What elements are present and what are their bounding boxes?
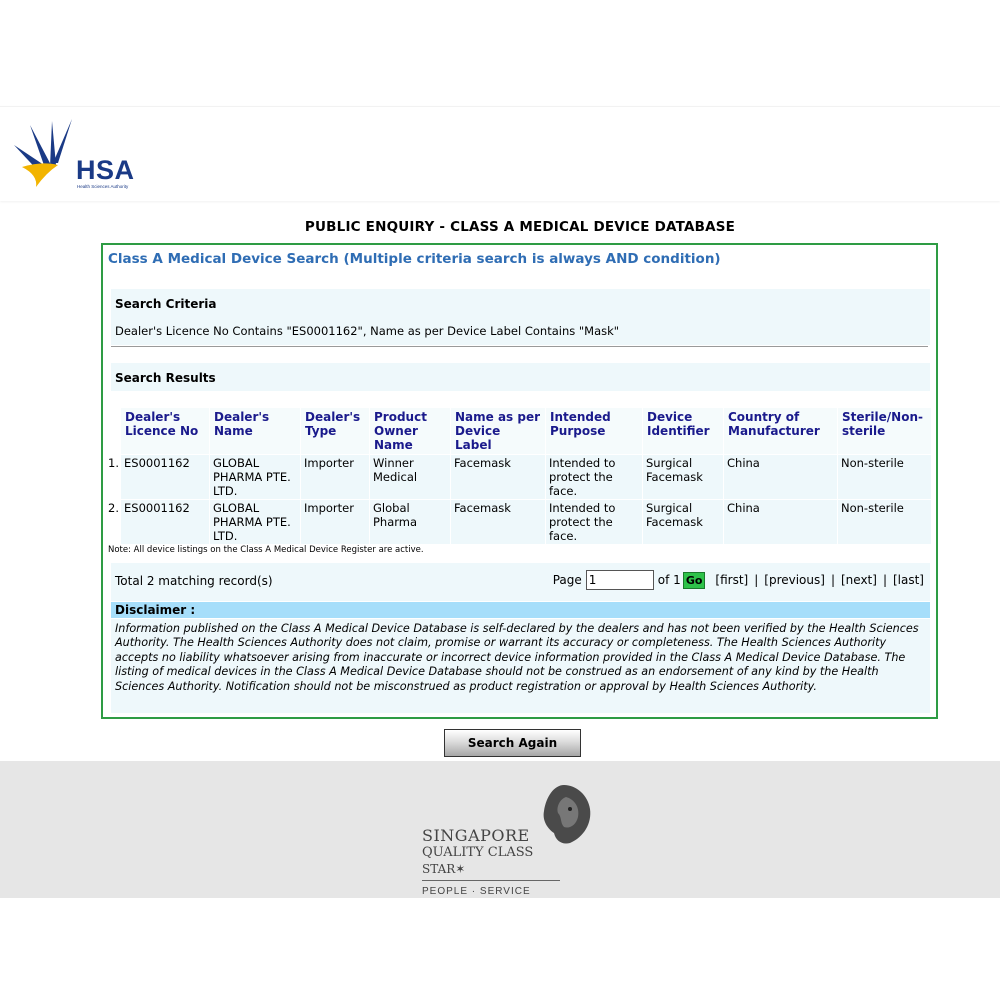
table-cell: ES0001162 <box>121 500 209 544</box>
column-header: Intended Purpose <box>546 408 642 454</box>
column-header: Sterile/Non-sterile <box>838 408 931 454</box>
separator: | <box>830 573 835 587</box>
table-cell: Importer <box>301 455 369 499</box>
page-title: PUBLIC ENQUIRY - CLASS A MEDICAL DEVICE DATABASE <box>304 219 736 235</box>
first-page-link[interactable]: [first] <box>715 573 749 587</box>
search-results-label: Search Results <box>115 371 216 385</box>
total-records: Total 2 matching record(s) <box>115 574 273 588</box>
hsa-swoosh-icon <box>12 117 82 193</box>
table-cell: Facemask <box>451 455 545 499</box>
table-cell: Facemask <box>451 500 545 544</box>
table-row[interactable] <box>108 455 931 499</box>
row-number-header <box>108 408 120 454</box>
table-cell: Surgical Facemask <box>643 500 723 544</box>
sqc-line-1: SINGAPORE <box>422 826 530 845</box>
hsa-logo-text: HSA <box>76 155 135 185</box>
previous-page-link[interactable]: [previous] <box>764 573 825 587</box>
table-cell: Global Pharma <box>370 500 450 544</box>
column-header: Device Identifier <box>643 408 723 454</box>
site-header <box>0 106 1000 201</box>
row-number: 1. <box>108 455 120 499</box>
column-header: Dealer's Type <box>301 408 369 454</box>
table-cell: China <box>724 455 837 499</box>
last-page-link[interactable]: [last] <box>892 573 924 587</box>
table-cell: GLOBAL PHARMA PTE. LTD. <box>210 455 300 499</box>
table-cell: ES0001162 <box>121 455 209 499</box>
search-results-header <box>111 363 930 391</box>
go-button[interactable]: Go <box>683 572 706 589</box>
table-cell: Intended to protect the face. <box>546 500 642 544</box>
disclaimer-section <box>111 619 930 713</box>
table-cell: Surgical Facemask <box>643 455 723 499</box>
table-cell: Non-sterile <box>838 500 931 544</box>
table-header-row <box>108 408 931 454</box>
sqc-divider <box>422 880 560 881</box>
disclaimer-heading: Disclaimer : <box>111 602 930 618</box>
page-of-text: of 1 <box>657 573 681 587</box>
page-number-input[interactable] <box>586 570 654 590</box>
column-header: Product Owner Name <box>370 408 450 454</box>
search-criteria-label: Search Criteria <box>115 297 217 311</box>
table-cell: Intended to protect the face. <box>546 455 642 499</box>
sqc-line-3: STAR✶ <box>422 862 466 876</box>
separator: | <box>882 573 887 587</box>
table-row[interactable] <box>108 500 931 544</box>
search-again-button[interactable]: Search Again <box>444 729 581 757</box>
panel-title: Class A Medical Device Search (Multiple criteria search is always AND condition) <box>108 251 721 267</box>
sqc-line-2: QUALITY CLASS <box>422 845 534 860</box>
hsa-logo-subtitle: Health Sciences Authority <box>77 184 129 189</box>
divider <box>111 346 928 347</box>
separator: | <box>754 573 759 587</box>
site-footer <box>0 761 1000 898</box>
column-header: Name as per Device Label <box>451 408 545 454</box>
search-criteria-section <box>111 289 930 345</box>
column-header: Country of Manufacturer <box>724 408 837 454</box>
table-cell: Winner Medical <box>370 455 450 499</box>
search-results-panel <box>101 243 938 719</box>
table-cell: GLOBAL PHARMA PTE. LTD. <box>210 500 300 544</box>
column-header: Dealer's Name <box>210 408 300 454</box>
sqc-line-4: PEOPLE · SERVICE <box>422 886 531 897</box>
results-table <box>107 407 932 545</box>
table-cell: China <box>724 500 837 544</box>
row-number: 2. <box>108 500 120 544</box>
table-cell: Importer <box>301 500 369 544</box>
search-criteria-text: Dealer's Licence No Contains "ES0001162", Name as per Device Label Contains "Mask" <box>115 324 620 338</box>
listing-note: Note: All device listings on the Class A Medical Device Register are active. <box>108 545 424 555</box>
lion-head-icon <box>536 783 592 847</box>
table-cell: Non-sterile <box>838 455 931 499</box>
next-page-link[interactable]: [next] <box>840 573 877 587</box>
page-label: Page <box>552 573 582 587</box>
pager <box>553 570 924 590</box>
singapore-quality-class-logo <box>422 783 592 897</box>
disclaimer-text: Information published on the Class A Medical Device Database is self-declared by the dealers and has not been verified by the Health Sciences Authority. The Health Sciences Authority does not claim, promise or warrant its accuracy or completeness. The Health Sciences Authority accepts no liability whatsoever arising from inaccurate or incorrect device information provided in the Class A Medical Device Database. The listing of medical devices in the Class A Medical Device Database should not be construed as an endorsement of any kind by the Health Sciences Authority. Notification should not be misconstrued as product registration or approval by Health Sciences Authority. <box>115 622 919 693</box>
column-header: Dealer's Licence No <box>121 408 209 454</box>
hsa-logo[interactable] <box>12 117 152 195</box>
pagination-bar <box>111 563 930 601</box>
